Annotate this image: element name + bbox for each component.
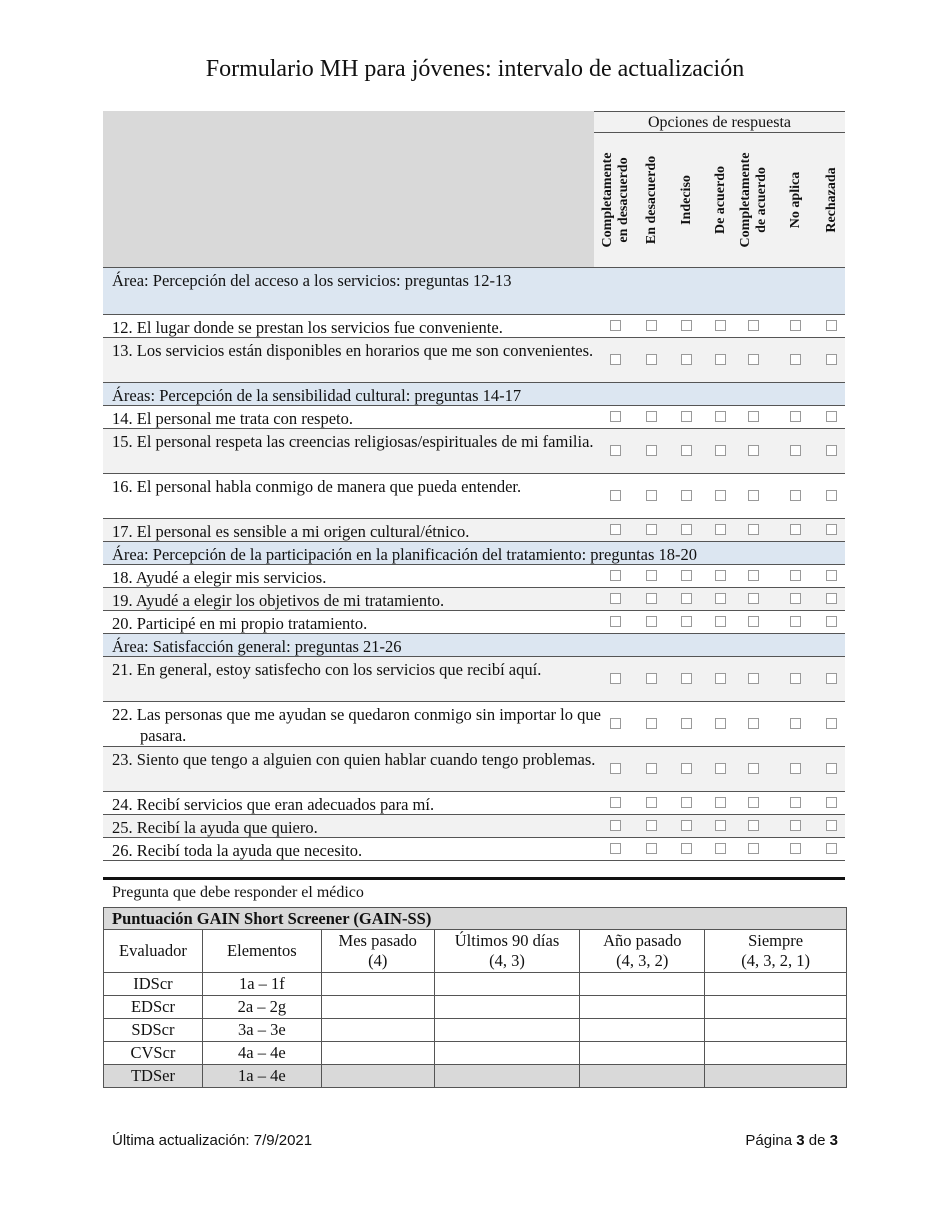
area-header-text: Área: Percepción del acceso a los servicios: preguntas 12-13 <box>112 271 512 290</box>
section-divider <box>103 877 845 880</box>
response-checkbox-5[interactable] <box>748 593 759 604</box>
response-checkbox-4[interactable] <box>715 411 726 422</box>
response-checkbox-3[interactable] <box>681 411 692 422</box>
elementos-cell: 2a – 2g <box>202 996 321 1019</box>
response-checkbox-1[interactable] <box>610 593 621 604</box>
response-checkbox-5[interactable] <box>748 797 759 808</box>
score-cell-siempre[interactable] <box>705 1019 847 1042</box>
response-checkbox-2[interactable] <box>646 411 657 422</box>
response-checkbox-6[interactable] <box>790 820 801 831</box>
response-checkbox-6[interactable] <box>790 445 801 456</box>
score-cell-siempre[interactable] <box>705 996 847 1019</box>
evaluador-cell: SDScr <box>104 1019 203 1042</box>
question-text: 15. El personal respeta las creencias religiosas/espirituales de mi familia. <box>112 432 594 451</box>
last-updated: Última actualización: 7/9/2021 <box>112 1132 313 1149</box>
question-row <box>103 406 845 429</box>
response-checkbox-7[interactable] <box>826 524 837 535</box>
response-checkbox-4[interactable] <box>715 320 726 331</box>
elementos-cell: 3a – 3e <box>202 1019 321 1042</box>
response-checkbox-2[interactable] <box>646 524 657 535</box>
response-checkbox-2[interactable] <box>646 718 657 729</box>
question-row <box>103 315 845 338</box>
response-checkbox-4[interactable] <box>715 763 726 774</box>
area-header <box>103 268 845 315</box>
question-row <box>103 702 845 747</box>
question-text: 17. El personal es sensible a mi origen cultural/étnico. <box>112 522 470 541</box>
survey-grid <box>103 111 845 861</box>
area-header <box>103 634 845 657</box>
area-header <box>103 542 845 565</box>
response-checkbox-4[interactable] <box>715 718 726 729</box>
header-siempre: Siempre (4, 3, 2, 1) <box>705 930 847 973</box>
question-row <box>103 519 845 542</box>
question-text: 14. El personal me trata con respeto. <box>112 409 353 428</box>
response-checkbox-2[interactable] <box>646 763 657 774</box>
score-cell-mes-pasado[interactable] <box>321 996 434 1019</box>
page-sep: de <box>804 1132 830 1149</box>
response-checkbox-7[interactable] <box>826 490 837 501</box>
response-checkbox-5[interactable] <box>748 524 759 535</box>
response-checkbox-6[interactable] <box>790 490 801 501</box>
question-text: 23. Siento que tengo a alguien con quien hablar cuando tengo problemas. <box>112 750 596 769</box>
header-ultimos-90-dias: Últimos 90 días (4, 3) <box>434 930 580 973</box>
response-checkbox-1[interactable] <box>610 797 621 808</box>
score-cell-siempre[interactable] <box>705 973 847 996</box>
response-checkbox-2[interactable] <box>646 843 657 854</box>
score-cell-ultimos-90-dias[interactable] <box>434 1019 580 1042</box>
score-cell-ultimos-90-dias[interactable] <box>434 1065 580 1088</box>
response-checkbox-3[interactable] <box>681 797 692 808</box>
response-checkbox-1[interactable] <box>610 820 621 831</box>
response-checkbox-4[interactable] <box>715 445 726 456</box>
response-checkbox-1[interactable] <box>610 616 621 627</box>
gain-ss-row <box>104 1019 847 1042</box>
response-checkbox-2[interactable] <box>646 570 657 581</box>
score-cell-ultimos-90-dias[interactable] <box>434 1042 580 1065</box>
response-checkbox-4[interactable] <box>715 524 726 535</box>
score-cell-mes-pasado[interactable] <box>321 1065 434 1088</box>
question-row <box>103 657 845 702</box>
question-text: 12. El lugar donde se prestan los servicios fue conveniente. <box>112 318 503 337</box>
response-checkbox-3[interactable] <box>681 570 692 581</box>
question-text: 20. Participé en mi propio tratamiento. <box>112 614 368 633</box>
response-option-label: Indeciso <box>679 175 694 225</box>
response-checkbox-7[interactable] <box>826 797 837 808</box>
response-checkbox-7[interactable] <box>826 411 837 422</box>
response-checkbox-2[interactable] <box>646 320 657 331</box>
question-text: 22. Las personas que me ayudan se quedaron conmigo sin importar lo que pasara. <box>112 705 601 745</box>
score-cell-ano-pasado[interactable] <box>580 1042 705 1065</box>
question-text: 24. Recibí servicios que eran adecuados para mí. <box>112 795 435 814</box>
response-checkbox-3[interactable] <box>681 524 692 535</box>
score-cell-siempre[interactable] <box>705 1065 847 1088</box>
response-checkbox-5[interactable] <box>748 570 759 581</box>
response-checkbox-6[interactable] <box>790 673 801 684</box>
elementos-cell: 1a – 4e <box>202 1065 321 1088</box>
score-cell-ano-pasado[interactable] <box>580 996 705 1019</box>
score-cell-ano-pasado[interactable] <box>580 1065 705 1088</box>
question-text: 13. Los servicios están disponibles en horarios que me son convenientes. <box>112 341 594 360</box>
response-checkbox-7[interactable] <box>826 763 837 774</box>
question-row <box>103 338 845 383</box>
response-checkbox-2[interactable] <box>646 593 657 604</box>
response-checkbox-7[interactable] <box>826 445 837 456</box>
response-checkbox-1[interactable] <box>610 354 621 365</box>
response-checkbox-5[interactable] <box>748 820 759 831</box>
question-row <box>103 588 845 611</box>
page-prefix: Página <box>745 1132 797 1149</box>
response-checkbox-5[interactable] <box>748 673 759 684</box>
question-row <box>103 474 845 519</box>
response-checkbox-7[interactable] <box>826 354 837 365</box>
response-checkbox-5[interactable] <box>748 490 759 501</box>
response-checkbox-3[interactable] <box>681 490 692 501</box>
question-text: 25. Recibí la ayuda que quiero. <box>112 818 318 837</box>
response-checkbox-1[interactable] <box>610 673 621 684</box>
question-text: 21. En general, estoy satisfecho con los servicios que recibí aquí. <box>112 660 542 679</box>
header-evaluador: Evaluador <box>104 930 203 973</box>
page-total: 3 <box>829 1132 838 1149</box>
question-row <box>103 429 845 474</box>
question-text: 19. Ayudé a elegir los objetivos de mi tratamiento. <box>112 591 445 610</box>
header-mes-pasado: Mes pasado (4) <box>321 930 434 973</box>
response-option-header-6 <box>776 139 816 261</box>
score-cell-ultimos-90-dias[interactable] <box>434 973 580 996</box>
response-option-label: En desacuerdo <box>644 155 659 245</box>
question-text: 18. Ayudé a elegir mis servicios. <box>112 568 327 587</box>
header-elementos: Elementos <box>202 930 321 973</box>
response-checkbox-2[interactable] <box>646 354 657 365</box>
response-checkbox-6[interactable] <box>790 616 801 627</box>
response-checkbox-6[interactable] <box>790 763 801 774</box>
response-checkbox-4[interactable] <box>715 354 726 365</box>
response-checkbox-5[interactable] <box>748 354 759 365</box>
question-row <box>103 815 845 838</box>
page-number <box>745 1132 838 1149</box>
score-cell-mes-pasado[interactable] <box>321 1019 434 1042</box>
response-checkbox-5[interactable] <box>748 320 759 331</box>
response-checkbox-1[interactable] <box>610 763 621 774</box>
response-checkbox-1[interactable] <box>610 843 621 854</box>
response-checkbox-3[interactable] <box>681 616 692 627</box>
gain-ss-table <box>103 907 847 1088</box>
question-row <box>103 747 845 792</box>
response-checkbox-2[interactable] <box>646 673 657 684</box>
response-checkbox-5[interactable] <box>748 616 759 627</box>
clinician-label: Pregunta que debe responder el médico <box>112 884 364 901</box>
response-checkbox-5[interactable] <box>748 718 759 729</box>
response-checkbox-2[interactable] <box>646 445 657 456</box>
gain-ss-row <box>104 973 847 996</box>
response-checkbox-4[interactable] <box>715 616 726 627</box>
response-checkbox-4[interactable] <box>715 570 726 581</box>
response-checkbox-3[interactable] <box>681 820 692 831</box>
response-option-label: Rechazada <box>824 167 839 233</box>
response-checkbox-5[interactable] <box>748 763 759 774</box>
elementos-cell: 1a – 1f <box>202 973 321 996</box>
response-option-label: No aplica <box>788 171 803 229</box>
response-checkbox-5[interactable] <box>748 843 759 854</box>
score-cell-mes-pasado[interactable] <box>321 973 434 996</box>
response-checkbox-3[interactable] <box>681 843 692 854</box>
gain-ss-title: Puntuación GAIN Short Screener (GAIN-SS) <box>104 908 847 930</box>
area-header-text: Área: Satisfacción general: preguntas 21-26 <box>112 637 402 656</box>
page-current: 3 <box>796 1132 805 1149</box>
response-checkbox-1[interactable] <box>610 718 621 729</box>
response-checkbox-7[interactable] <box>826 570 837 581</box>
response-options-title: Opciones de respuesta <box>594 111 845 133</box>
question-text: 26. Recibí toda la ayuda que necesito. <box>112 841 363 860</box>
header-blank-cell <box>103 111 594 267</box>
gain-ss-row <box>104 1065 847 1088</box>
question-row <box>103 565 845 588</box>
response-checkbox-7[interactable] <box>826 718 837 729</box>
response-checkbox-3[interactable] <box>681 445 692 456</box>
response-checkbox-2[interactable] <box>646 797 657 808</box>
gain-ss-row <box>104 996 847 1019</box>
response-checkbox-2[interactable] <box>646 490 657 501</box>
response-checkbox-5[interactable] <box>748 411 759 422</box>
area-header <box>103 383 845 406</box>
response-checkbox-7[interactable] <box>826 820 837 831</box>
elementos-cell: 4a – 4e <box>202 1042 321 1065</box>
response-options-header <box>594 111 845 267</box>
response-checkbox-6[interactable] <box>790 797 801 808</box>
response-checkbox-4[interactable] <box>715 843 726 854</box>
response-checkbox-7[interactable] <box>826 673 837 684</box>
response-checkbox-1[interactable] <box>610 490 621 501</box>
response-checkbox-6[interactable] <box>790 320 801 331</box>
question-row <box>103 611 845 634</box>
score-cell-siempre[interactable] <box>705 1042 847 1065</box>
response-option-label: De acuerdo <box>713 165 728 235</box>
response-checkbox-1[interactable] <box>610 320 621 331</box>
response-checkbox-3[interactable] <box>681 673 692 684</box>
response-checkbox-3[interactable] <box>681 354 692 365</box>
response-option-header-7 <box>812 139 852 261</box>
response-checkbox-1[interactable] <box>610 411 621 422</box>
response-checkbox-3[interactable] <box>681 593 692 604</box>
question-row <box>103 792 845 815</box>
response-checkbox-4[interactable] <box>715 490 726 501</box>
response-checkbox-6[interactable] <box>790 718 801 729</box>
response-option-label: Completamente de acuerdo <box>738 152 769 248</box>
response-checkbox-6[interactable] <box>790 354 801 365</box>
response-checkbox-2[interactable] <box>646 616 657 627</box>
score-cell-mes-pasado[interactable] <box>321 1042 434 1065</box>
response-checkbox-1[interactable] <box>610 570 621 581</box>
score-cell-ano-pasado[interactable] <box>580 1019 705 1042</box>
evaluador-cell: CVScr <box>104 1042 203 1065</box>
score-cell-ano-pasado[interactable] <box>580 973 705 996</box>
response-option-label: Completamente en desacuerdo <box>600 152 631 248</box>
response-checkbox-7[interactable] <box>826 616 837 627</box>
header-ano-pasado: Año pasado (4, 3, 2) <box>580 930 705 973</box>
response-checkbox-6[interactable] <box>790 411 801 422</box>
area-header-text: Áreas: Percepción de la sensibilidad cultural: preguntas 14-17 <box>112 386 522 405</box>
response-checkbox-1[interactable] <box>610 445 621 456</box>
response-option-header-2 <box>632 139 672 261</box>
response-checkbox-7[interactable] <box>826 593 837 604</box>
response-checkbox-2[interactable] <box>646 820 657 831</box>
response-checkbox-3[interactable] <box>681 763 692 774</box>
question-text: 16. El personal habla conmigo de manera que pueda entender. <box>112 477 522 496</box>
evaluador-cell: TDSer <box>104 1065 203 1088</box>
response-checkbox-6[interactable] <box>790 843 801 854</box>
evaluador-cell: EDScr <box>104 996 203 1019</box>
question-row <box>103 838 845 861</box>
response-checkbox-3[interactable] <box>681 320 692 331</box>
response-checkbox-6[interactable] <box>790 524 801 535</box>
response-checkbox-4[interactable] <box>715 820 726 831</box>
evaluador-cell: IDScr <box>104 973 203 996</box>
response-checkbox-6[interactable] <box>790 593 801 604</box>
response-checkbox-4[interactable] <box>715 797 726 808</box>
response-checkbox-1[interactable] <box>610 524 621 535</box>
response-checkbox-4[interactable] <box>715 673 726 684</box>
page-title: Formulario MH para jóvenes: intervalo de actualización <box>205 56 745 82</box>
survey-header <box>103 111 845 268</box>
score-cell-ultimos-90-dias[interactable] <box>434 996 580 1019</box>
response-checkbox-3[interactable] <box>681 718 692 729</box>
response-checkbox-7[interactable] <box>826 320 837 331</box>
area-header-text: Área: Percepción de la participación en la planificación del tratamiento: preguntas 18-20 <box>112 545 698 564</box>
response-option-header-1 <box>596 139 636 261</box>
response-checkbox-4[interactable] <box>715 593 726 604</box>
response-checkbox-7[interactable] <box>826 843 837 854</box>
gain-ss-row <box>104 1042 847 1065</box>
response-checkbox-5[interactable] <box>748 445 759 456</box>
response-option-header-5 <box>734 139 774 261</box>
response-checkbox-6[interactable] <box>790 570 801 581</box>
